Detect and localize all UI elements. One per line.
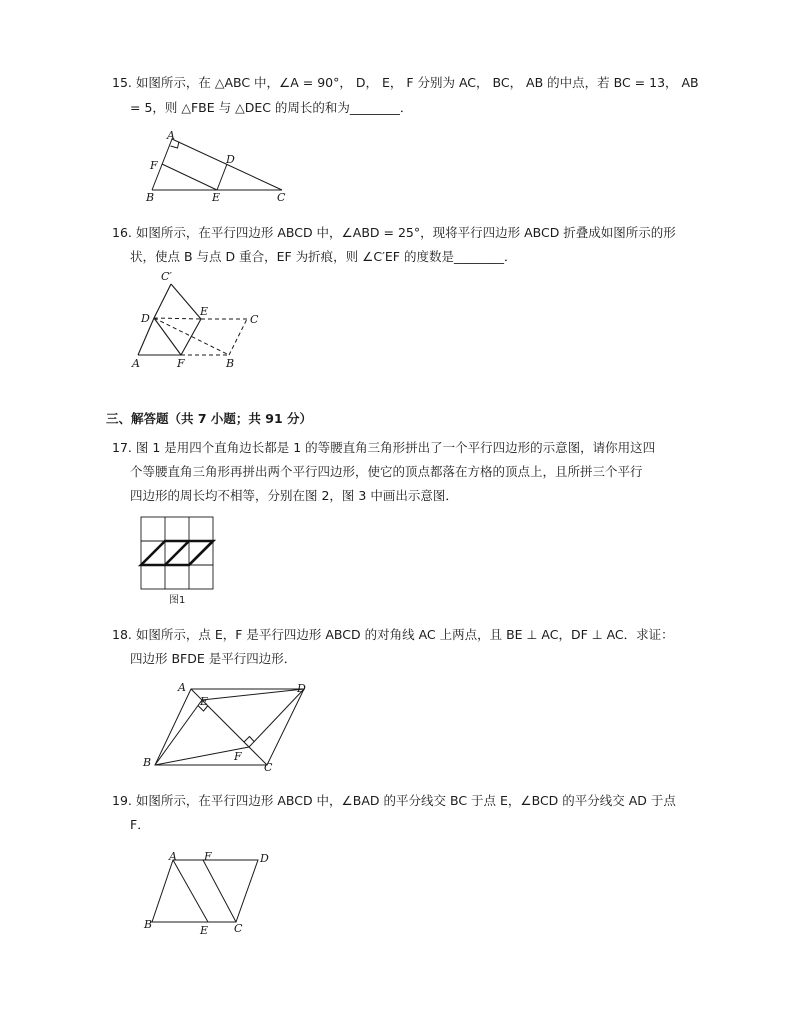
q19-label-D: D xyxy=(260,852,269,865)
q16-label-B: B xyxy=(226,357,235,370)
q19-bisector-CF xyxy=(203,860,236,922)
q15-right-angle-mark xyxy=(171,142,180,149)
q16-dashed-BC xyxy=(229,319,247,355)
q17-figure-caption: 图1 xyxy=(169,595,186,606)
q15-label-C: C xyxy=(277,191,286,204)
q15-text-line2: = 5，则 △FBE 与 △DEC 的周长的和为________． xyxy=(130,100,413,115)
q19-parallelogram-ABCD xyxy=(152,860,258,922)
q18-label-D: D xyxy=(297,682,306,695)
section3-title: 三、解答题（共 7 小题；共 91 分） xyxy=(106,411,313,426)
q16-label-A: A xyxy=(132,357,140,370)
q16-label-E: E xyxy=(200,305,209,318)
q19-label-A: A xyxy=(169,850,177,863)
q16-segment-DCprime xyxy=(154,284,171,318)
q19-figure xyxy=(140,844,280,940)
q18-label-A: A xyxy=(178,681,186,694)
q15-label-B: B xyxy=(146,191,155,204)
q15-text-line1: 15. 如图所示，在 △ABC 中，∠A = 90°， D， E， F 分别为 AC， BC， AB 的中点，若 BC = 13， AB xyxy=(112,75,699,90)
q18-segment-FD xyxy=(249,689,304,747)
q16-text-line2: 状，使点 B 与点 D 重合，EF 为折痕，则 ∠C′EF 的度数是________． xyxy=(130,249,517,264)
q19-label-B: B xyxy=(144,918,153,931)
q18-figure xyxy=(140,678,320,774)
q18-label-F: F xyxy=(234,750,242,763)
q16-segment-CprimeE xyxy=(171,284,201,319)
q15-label-A: A xyxy=(167,129,175,142)
q17-figure-1 xyxy=(138,514,218,610)
q19-bisector-AE xyxy=(173,860,208,922)
q18-right-angle-F xyxy=(244,737,255,743)
q15-label-D: D xyxy=(226,153,235,166)
q18-label-C: C xyxy=(264,761,273,774)
q15-figure xyxy=(140,128,300,206)
q17-text-line2: 个等腰直角三角形再拼出两个平行四边形，使它的顶点都落在方格的顶点上，且所拼三个平行 xyxy=(130,464,643,479)
q16-text-line1: 16. 如图所示，在平行四边形 ABCD 中，∠ABD = 25°，现将平行四边形 ABCD 折叠成如图所示的形 xyxy=(112,225,676,240)
q16-label-C: C xyxy=(250,313,259,326)
q19-text-line2: F． xyxy=(130,817,150,832)
q18-segment-ED xyxy=(202,689,304,700)
q17-text-line3: 四边形的周长均不相等，分别在图 2，图 3 中画出示意图． xyxy=(130,488,458,503)
q15-label-F: F xyxy=(150,159,158,172)
q18-segment-BE xyxy=(155,700,202,765)
q19-label-E: E xyxy=(200,924,209,937)
q15-segment-ED xyxy=(217,164,227,190)
q16-segment-DF xyxy=(154,318,181,355)
q17-text-line1: 17. 图 1 是用四个直角边长都是 1 的等腰直角三角形拼出了一个平行四边形的示意图，请你用这四 xyxy=(112,440,656,455)
q19-text-line1: 19. 如图所示，在平行四边形 ABCD 中，∠BAD 的平分线交 BC 于点 E，∠BCD 的平分线交 AD 于点 xyxy=(112,793,676,808)
q17-parallelogram xyxy=(141,541,213,565)
q16-segment-EF xyxy=(181,319,201,355)
q19-label-C: C xyxy=(234,922,243,935)
q18-label-B: B xyxy=(143,756,152,769)
q16-label-Cprime: C′ xyxy=(161,270,172,283)
q18-text-line2: 四边形 BFDE 是平行四边形． xyxy=(130,651,297,666)
q15-segment-FE xyxy=(162,164,217,190)
q16-figure xyxy=(128,266,278,372)
q18-label-E: E xyxy=(200,695,209,708)
q16-dashed-DE xyxy=(154,318,201,319)
q16-label-F: F xyxy=(177,357,185,370)
q16-label-D: D xyxy=(141,312,150,325)
q19-label-F: F xyxy=(204,850,212,863)
q18-text-line1: 18. 如图所示，点 E，F 是平行四边形 ABCD 的对角线 AC 上两点，且 BE ⊥ AC，DF ⊥ AC．求证： xyxy=(112,627,674,642)
q15-label-E: E xyxy=(212,191,221,204)
